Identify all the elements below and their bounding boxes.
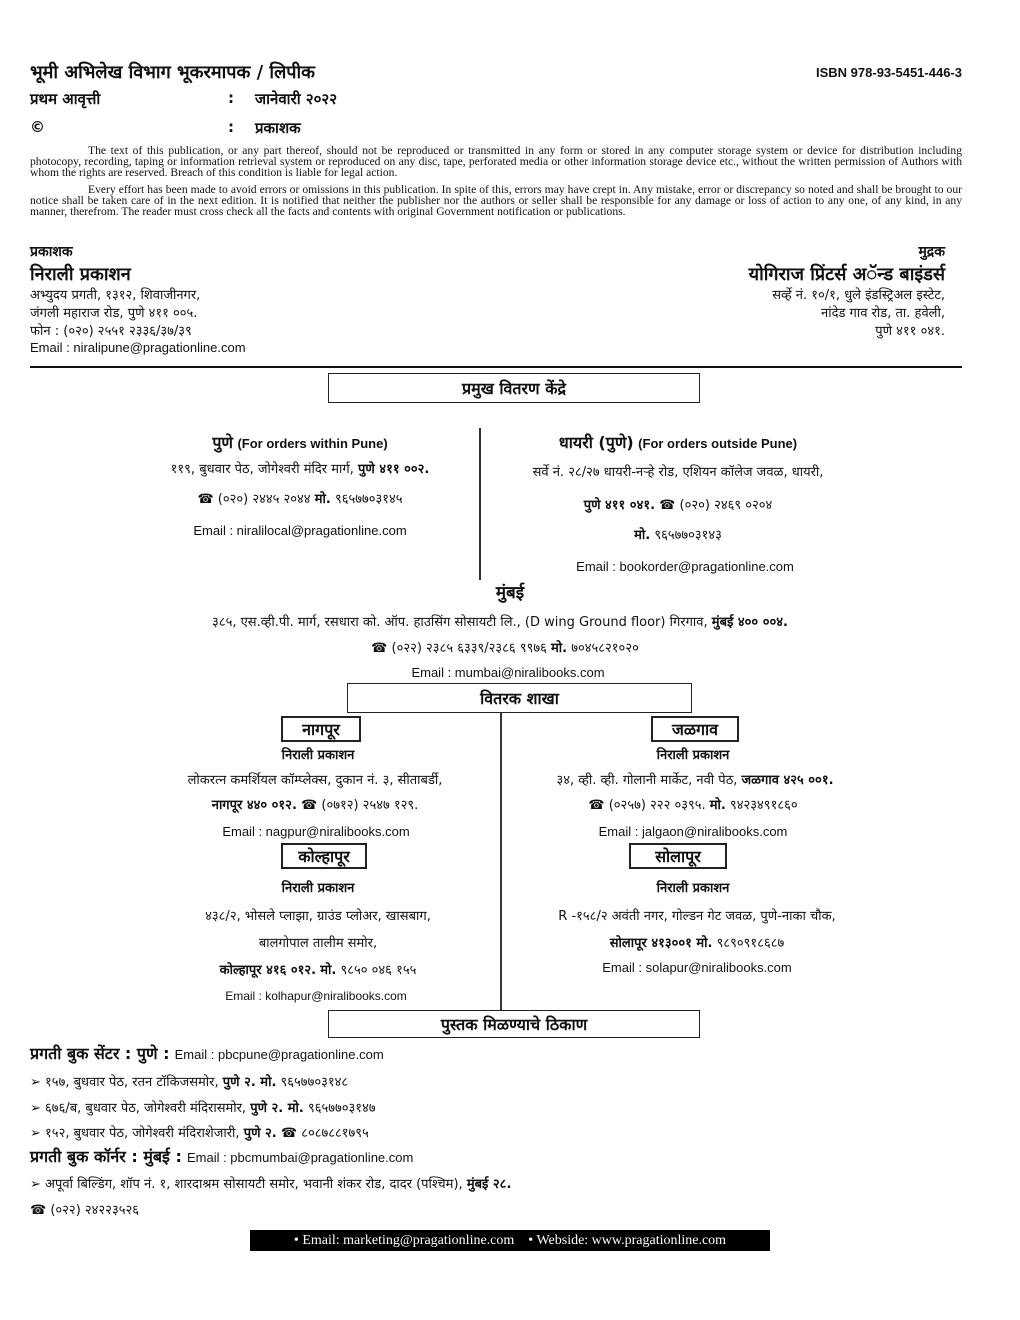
copyright-holder: प्रकाशक [255,119,301,137]
kolhapur-email[interactable]: Email : kolhapur@niralibooks.com [225,989,407,1003]
main-centres-heading: प्रमुख वितरण केंद्रे [328,373,700,403]
kolhapur-label: कोल्हापूर [281,843,367,869]
phone-icon: ☎ [588,798,605,813]
footer-website[interactable]: • Webside: www.pragationline.com [528,1232,727,1248]
dhayari-note: (For orders outside Pune) [638,436,798,451]
arrow-bullet-icon: ➢ [30,1177,41,1192]
printer-address-1: सर्व्हे नं. १०/१, धुले इंडस्ट्रिअल इस्टेट, [772,288,945,303]
footer-bar [250,1230,770,1251]
edition-label: प्रथम आवृत्ती [30,90,101,108]
pune-heading [212,431,387,453]
phone-icon: ☎ [659,498,676,513]
legal-paragraph-1: The text of this publication, or any part thereof, should not be reproduced or transmitted in any form or stored in any computer storage system or device for distribution including photocopy, recording, taping or information retrieval system or reproduced on any disc, tape, perforated media or other information storage device etc., without the written permission of Authors with whom the rights are reserved. Breach of this condition is liable for legal action. [30,144,962,179]
branches-heading: वितरक शाखा [347,683,692,713]
bookshops-heading: पुस्तक मिळण्याचे ठिकाण [328,1010,700,1038]
dhayari-name: धायरी (पुणे) [558,433,634,452]
pune-note: (For orders within Pune) [237,436,388,451]
publisher-email[interactable]: Email : niralipune@pragationline.com [30,340,246,355]
legal-paragraph-2: Every effort has been made to avoid errors or omissions in this publication. In spite of this, errors may have crept in. Any mistake, error or discrepancy so noted and shall be brought to our notice shall be taken care of in the next edition. It is notified that neither the publisher nor the authors or seller shall be responsible for any damage or loss of action to any one, of any kind, in any manner, therefrom. The reader must cross check all the facts and contents with original Government notification or publications. [30,183,962,218]
jalgaon-contact: ☎ (०२५७) २२२ ०३९५. मो. ९४२३४९१८६० [588,798,798,813]
dhayari-email[interactable]: Email : bookorder@pragationline.com [576,559,794,574]
phone-icon: ☎ [30,1203,47,1218]
printer-address-2: नांदेड गाव रोड, ता. हवेली, [820,306,945,321]
kolhapur-contact: कोल्हापूर ४१६ ०१२. मो. ९८५० ०४६ १५५ [219,963,417,978]
pune-centre-item: ➢ १५२, बुधवार पेठ, जोगेश्वरी मंदिराशेजारी, पुणे २. ☎ ८०८७८८१७९५ [30,1126,369,1141]
dhayari-heading [559,431,797,453]
phone-icon: ☎ [301,798,318,813]
publisher-address-2: जंगली महाराज रोड, पुणे ४११ ००५. [30,306,198,321]
mumbai-corner-item: ➢ अपूर्वा बिल्डिंग, शॉप नं. १, शारदाश्रम सोसायटी समोर, भवानी शंकर रोड, दादर (पश्चिम), मुंबई २८. [30,1177,512,1192]
arrow-bullet-icon: ➢ [30,1101,41,1116]
publisher-label: प्रकाशक [30,244,73,260]
book-title: भूमी अभिलेख विभाग भूकरमापक / लिपीक [30,62,315,83]
phone-icon: ☎ [197,492,214,507]
mumbai-heading: मुंबई [495,583,525,603]
jalgaon-email[interactable]: Email : jalgaon@niralibooks.com [598,824,788,839]
printer-name: योगिराज प्रिंटर्स अॅन्ड बाइंडर्स [748,264,945,285]
pune-centre-heading: प्रगती बुक सेंटर : पुणे : Email : pbcpune@pragationline.com [30,1044,384,1063]
printer-address-3: पुणे ४११ ०४१. [875,324,945,339]
mumbai-email[interactable]: Email : mumbai@niralibooks.com [411,665,605,680]
nagpur-address: लोकरत्न कमर्शियल कॉम्प्लेक्स, दुकान नं. ३, सीताबर्डी, [187,773,443,788]
jalgaon-label: जळगाव [651,716,739,742]
copyright-symbol: © [30,118,45,136]
kolhapur-firm: निराली प्रकाशन [281,881,355,896]
mumbai-corner-email[interactable]: Email : pbcmumbai@pragationline.com [186,1150,414,1165]
pune-name: पुणे [212,433,233,452]
nagpur-firm: निराली प्रकाशन [281,748,355,763]
pune-centre-email[interactable]: Email : pbcpune@pragationline.com [174,1047,384,1062]
dhayari-address: सर्वे नं. २८/२७ धायरी-नऱ्हे रोड, एशियन कॉलेज जवळ, धायरी, [532,465,824,480]
solapur-email[interactable]: Email : solapur@niralibooks.com [602,960,792,975]
publisher-address-1: अभ्युदय प्रगती, १३१२, शिवाजीनगर, [30,288,201,303]
isbn: ISBN 978-93-5451-446-3 [816,65,962,80]
solapur-address: R -१५८/२ अवंती नगर, गोल्डन गेट जवळ, पुणे-नाका चौक, [558,909,836,924]
mumbai-corner-heading: प्रगती बुक कॉर्नर : मुंबई : Email : pbcmumbai@pragationline.com [30,1147,414,1166]
pune-centre-item: ➢ ६७६/ब, बुधवार पेठ, जोगेश्वरी मंदिरासमोर, पुणे २. मो. ९६५७७०३१४७ [30,1101,376,1116]
mumbai-corner-phone: ☎ (०२२) २४२२३५२६ [30,1203,139,1218]
jalgaon-address: ३४, व्ही. व्ही. गोलानी मार्केट, नवी पेठ, जळगाव ४२५ ००१. [556,773,834,788]
phone-icon: ☎ [371,641,388,656]
dhayari-contact: पुणे ४११ ०४१. ☎ (०२०) २४६९ ०२०४ [583,498,773,513]
arrow-bullet-icon: ➢ [30,1075,41,1090]
printer-label: मुद्रक [918,244,945,260]
pune-email[interactable]: Email : niralilocal@pragationline.com [193,523,407,538]
branches-divider [500,713,502,1011]
solapur-contact: सोलापूर ४१३००१ मो. ९८९०९१८६८७ [609,936,785,951]
kolhapur-address-2: बालगोपाल तालीम समोर, [258,936,378,951]
publisher-name: निराली प्रकाशन [30,264,131,285]
solapur-label: सोलापूर [629,843,727,869]
jalgaon-firm: निराली प्रकाशन [656,748,730,763]
pune-address: ११९, बुधवार पेठ, जोगेश्वरी मंदिर मार्ग, पुणे ४११ ००२. [170,462,430,477]
kolhapur-address-1: ४३८/२, भोसले प्लाझा, ग्राउंड प्लोअर, खासबाग, [205,909,431,924]
mumbai-contact: ☎ (०२२) २३८५ ६३३९/२३८६ ९९७६ मो. ७०४५८२१०२० [371,641,639,656]
nagpur-label: नागपूर [281,716,361,742]
nagpur-contact: नागपूर ४४० ०१२. ☎ (०७१२) २५४७ १२९. [211,798,419,813]
publisher-phone: फोन : (०२०) २५५१ २३३६/३७/३९ [30,324,192,339]
edition-value: जानेवारी २०२२ [255,90,338,108]
column-divider [479,428,481,580]
phone-icon: ☎ [280,1126,298,1141]
pune-centre-item: ➢ १५७, बुधवार पेठ, रतन टॉकिजसमोर, पुणे २. मो. ९६५७७०३१४८ [30,1075,349,1090]
divider [30,366,962,368]
edition-sep: : [228,89,234,107]
pune-contact: ☎ (०२०) २४४५ २०४४ मो. ९६५७७०३१४५ [197,492,403,507]
solapur-firm: निराली प्रकाशन [656,881,730,896]
arrow-bullet-icon: ➢ [30,1126,41,1141]
mumbai-address: ३८५, एस.व्ही.पी. मार्ग, रसधारा को. ऑप. हाउसिंग सोसायटी लि., (D wing Ground floor) गिरगाव, मुंबई ४०० ००४. [212,615,788,630]
copyright-sep: : [228,118,234,136]
nagpur-email[interactable]: Email : nagpur@niralibooks.com [222,824,410,839]
dhayari-mobile: मो. ९६५७७०३१४३ [634,528,722,543]
footer-email[interactable]: • Email: marketing@pragationline.com [293,1232,515,1248]
